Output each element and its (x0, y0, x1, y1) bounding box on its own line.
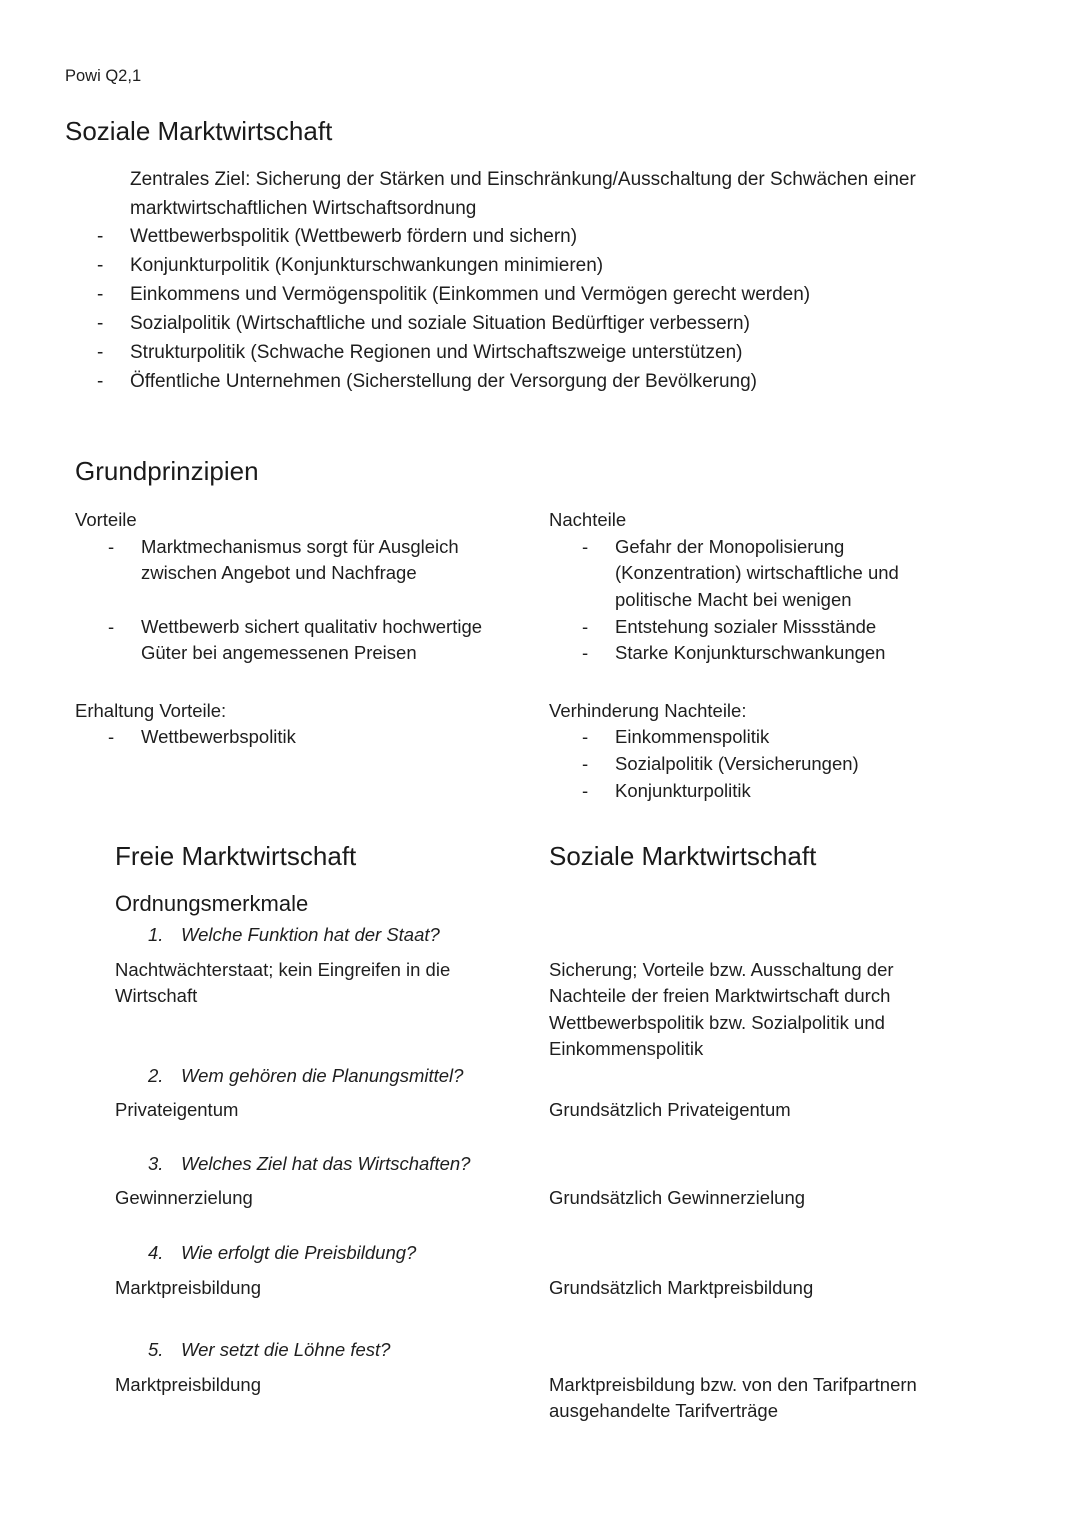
vorteil-1-line-2: zwischen Angebot und Nachfrage (141, 562, 417, 583)
erhaltung-item-1: Wettbewerbspolitik (141, 726, 296, 747)
verhinderung-item-3: Konjunkturpolitik (615, 780, 751, 801)
answer-5-right-line-1: Marktpreisbildung bzw. von den Tarifpartnern (549, 1374, 917, 1395)
subtitle-ordnungsmerkmale: Ordnungsmerkmale (115, 891, 309, 916)
vorteil-2-line-2: Güter bei angemessenen Preisen (141, 642, 417, 663)
question-number: 1. (148, 924, 164, 945)
document-header-label: Powi Q2,1 (65, 67, 142, 85)
answer-1-left-line-2: Wirtschaft (115, 985, 198, 1006)
nachteil-1-line-1: Gefahr der Monopolisierung (615, 536, 845, 557)
question-1 (148, 922, 440, 949)
dash-bullet: - (582, 726, 589, 747)
dash-bullet: - (97, 255, 104, 276)
dash-bullet: - (108, 726, 115, 747)
goal-line-2: marktwirtschaftlichen Wirtschaftsordnung (130, 198, 477, 219)
question-text: Wie erfolgt die Preisbildung? (181, 1242, 417, 1263)
question-text: Wem gehören die Planungsmittel? (181, 1065, 464, 1086)
goal-line-1: Zentrales Ziel: Sicherung der Stärken und Einschränkung/Ausschaltung der Schwächen einer (130, 169, 916, 190)
dash-bullet: - (108, 616, 115, 637)
nachteil-1-line-3: politische Macht bei wenigen (615, 589, 852, 610)
dash-bullet: - (97, 371, 104, 392)
answer-4-right: Grundsätzlich Marktpreisbildung (549, 1277, 814, 1298)
dash-bullet: - (582, 616, 589, 637)
dash-bullet: - (582, 536, 589, 557)
list-item-text: Öffentliche Unternehmen (Sicherstellung der Versorgung der Bevölkerung) (130, 371, 757, 392)
dash-bullet: - (97, 313, 104, 334)
dash-bullet: - (582, 780, 589, 801)
verhinderung-item-1: Einkommenspolitik (615, 726, 770, 747)
answer-2-right: Grundsätzlich Privateigentum (549, 1099, 791, 1120)
question-text: Wer setzt die Löhne fest? (181, 1339, 391, 1360)
vorteile-label: Vorteile (75, 509, 137, 530)
erhaltung-vorteile-label: Erhaltung Vorteile: (75, 700, 227, 721)
nachteil-3: Starke Konjunkturschwankungen (615, 642, 886, 663)
list-item-text: Einkommens und Vermögenspolitik (Einkommen und Vermögen gerecht werden) (130, 284, 811, 305)
answer-1-left-line-1: Nachtwächterstaat; kein Eingreifen in die (115, 959, 451, 980)
question-number: 5. (148, 1339, 164, 1360)
answer-1-right-line-4: Einkommenspolitik (549, 1038, 704, 1059)
list-item-text: Konjunkturpolitik (Konjunkturschwankungen minimieren) (130, 255, 604, 276)
list-item-text: Strukturpolitik (Schwache Regionen und Wirtschaftszweige unterstützen) (130, 342, 743, 363)
dash-bullet: - (97, 284, 104, 305)
answer-4-left: Marktpreisbildung (115, 1277, 262, 1298)
dash-bullet: - (582, 753, 589, 774)
section-title-soziale-marktwirtschaft: Soziale Marktwirtschaft (65, 116, 333, 146)
dash-bullet: - (97, 226, 104, 247)
dash-bullet: - (582, 642, 589, 663)
question-3 (148, 1151, 470, 1178)
answer-5-left: Marktpreisbildung (115, 1374, 262, 1395)
section-title-grundprinzipien: Grundprinzipien (75, 456, 259, 486)
question-5 (148, 1337, 390, 1364)
dash-bullet: - (108, 536, 115, 557)
question-number: 4. (148, 1242, 164, 1263)
answer-3-right: Grundsätzlich Gewinnerzielung (549, 1187, 806, 1208)
column-title-soziale-marktwirtschaft: Soziale Marktwirtschaft (549, 841, 817, 871)
nachteile-label: Nachteile (549, 509, 627, 530)
answer-1-right-line-1: Sicherung; Vorteile bzw. Ausschaltung der (549, 959, 894, 980)
answer-2-left: Privateigentum (115, 1099, 239, 1120)
question-text: Welche Funktion hat der Staat? (181, 924, 440, 945)
list-item-text: Sozialpolitik (Wirtschaftliche und soziale Situation Bedürftiger verbessern) (130, 313, 750, 334)
list-item-text: Wettbewerbspolitik (Wettbewerb fördern und sichern) (130, 226, 578, 247)
dash-bullet: - (97, 342, 104, 363)
answer-5-right-line-2: ausgehandelte Tarifverträge (549, 1400, 779, 1421)
vorteil-2-line-1: Wettbewerb sichert qualitativ hochwertige (141, 616, 483, 637)
question-number: 2. (148, 1065, 164, 1086)
answer-3-left: Gewinnerzielung (115, 1187, 253, 1208)
nachteil-1-line-2: (Konzentration) wirtschaftliche und (615, 562, 899, 583)
question-text: Welches Ziel hat das Wirtschaften? (181, 1153, 471, 1174)
answer-1-right-line-2: Nachteile der freien Marktwirtschaft durch (549, 985, 891, 1006)
verhinderung-nachteile-label: Verhinderung Nachteile: (549, 700, 747, 721)
question-2 (148, 1063, 463, 1090)
answer-1-right-line-3: Wettbewerbspolitik bzw. Sozialpolitik und (549, 1012, 885, 1033)
vorteil-1-line-1: Marktmechanismus sorgt für Ausgleich (141, 536, 459, 557)
nachteil-2: Entstehung sozialer Missstände (615, 616, 877, 637)
column-title-freie-marktwirtschaft: Freie Marktwirtschaft (115, 841, 357, 871)
question-number: 3. (148, 1153, 164, 1174)
question-4 (148, 1240, 416, 1267)
verhinderung-item-2: Sozialpolitik (Versicherungen) (615, 753, 859, 774)
